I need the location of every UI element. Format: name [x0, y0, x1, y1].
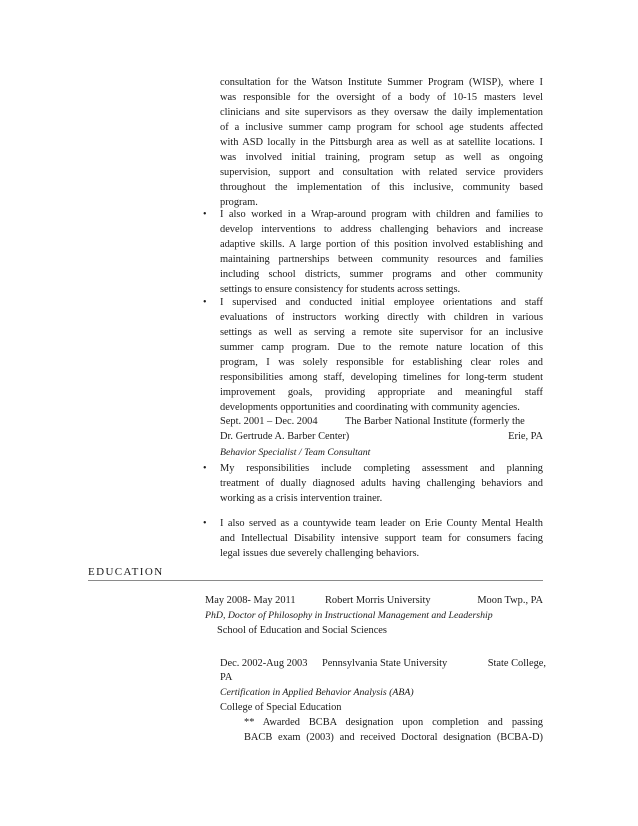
bullet-line: I also worked in a Wrap-around program with children and families to	[220, 209, 543, 220]
bullet-line: developments opportunities and coordinating with community agencies.	[220, 402, 520, 413]
paragraph-line: supervision, support and consultation with related service providers	[220, 167, 543, 178]
education-degree: PhD, Doctor of Philosophy in Instructional Management and Leadership	[205, 610, 493, 621]
bullet-line: settings as well as serving a remote site supervisor for an inclusive	[220, 327, 543, 338]
bullet-line: settings to ensure consistency for students across settings.	[220, 284, 461, 295]
education-note: ** Awarded BCBA designation upon completion and passing	[244, 717, 543, 728]
bullet-line: including school districts, summer programs and other community	[220, 269, 543, 280]
paragraph-line: was responsible for the oversight of a body of 10-15 masters level	[220, 92, 543, 103]
bullet-line: develop interventions to address challenging behaviors and increase	[220, 224, 543, 235]
bullet-line: treatment of dually diagnosed adults having challenging behaviors and	[220, 478, 543, 489]
education-location: State College,	[487, 658, 546, 669]
education-dates: May 2008- May 2011	[205, 595, 296, 606]
education-note: BACB exam (2003) and received Doctoral designation (BCBA-D)	[244, 732, 543, 743]
section-heading-education: EDUCATION	[88, 566, 164, 578]
education-location: Moon Twp., PA	[477, 595, 543, 606]
paragraph-line: consultation for the Watson Institute Summer Program (WISP), where I	[220, 77, 543, 88]
bullet-line: legal issues due severely challenging behaviors.	[220, 548, 420, 559]
education-department: College of Special Education	[220, 702, 342, 713]
bullet-line: improvement goals, providing appropriate and meaningful staff	[220, 387, 543, 398]
bullet-line: My responsibilities include completing assessment and planning	[220, 463, 543, 474]
bullet-line: working as a crisis intervention trainer.	[220, 493, 383, 504]
bullet-line: adaptive skills. A large portion of this position involved establishing and	[220, 239, 543, 250]
bullet-line: and Intellectual Disability intensive support team for consumers facing	[220, 533, 543, 544]
bullet-line: maintaining partnerships between community resources and families	[220, 254, 543, 265]
bullet-line: I also served as a countywide team leader on Erie County Mental Health	[220, 518, 543, 529]
bullet-icon: •	[203, 518, 207, 529]
job-dates: Sept. 2001 – Dec. 2004	[220, 416, 318, 427]
paragraph-line: of a inclusive summer camp program for school age students affected	[220, 122, 543, 133]
bullet-icon: •	[203, 463, 207, 474]
education-school: Robert Morris University	[325, 595, 431, 606]
paragraph-line: throughout the implementation of this inclusive, community based	[220, 182, 543, 193]
section-divider	[88, 580, 543, 581]
bullet-icon: •	[203, 297, 207, 308]
job-organization: The Barber National Institute (formerly the	[345, 416, 525, 427]
bullet-line: I supervised and conducted initial employee orientations and staff	[220, 297, 543, 308]
bullet-line: evaluations of instructors working directly with children in various	[220, 312, 543, 323]
job-organization-cont: Dr. Gertrude A. Barber Center)	[220, 431, 350, 442]
paragraph-line: was involved initial training, program setup as well as ongoing	[220, 152, 543, 163]
job-location: Erie, PA	[508, 431, 543, 442]
bullet-line: program, I was solely responsible for establishing clear roles and	[220, 357, 543, 368]
bullet-line: responsibilities among staff, developing timelines for long-term student	[220, 372, 543, 383]
education-department: School of Education and Social Sciences	[217, 625, 387, 636]
bullet-icon: •	[203, 209, 207, 220]
paragraph-line: clinicians and site supervisors as they oversaw the daily implementation	[220, 107, 543, 118]
bullet-line: summer camp program. Due to the remote nature location of this	[220, 342, 543, 353]
job-title: Behavior Specialist / Team Consultant	[220, 447, 371, 458]
paragraph-line: program.	[220, 197, 258, 208]
education-dates: Dec. 2002-Aug 2003	[220, 658, 308, 669]
education-school: Pennsylvania State University	[322, 658, 448, 669]
education-degree: Certification in Applied Behavior Analysis (ABA)	[220, 687, 414, 698]
paragraph-line: with ASD locally in the Pittsburgh area as well as at satellite locations. I	[220, 137, 543, 148]
education-location-cont: PA	[220, 672, 233, 683]
